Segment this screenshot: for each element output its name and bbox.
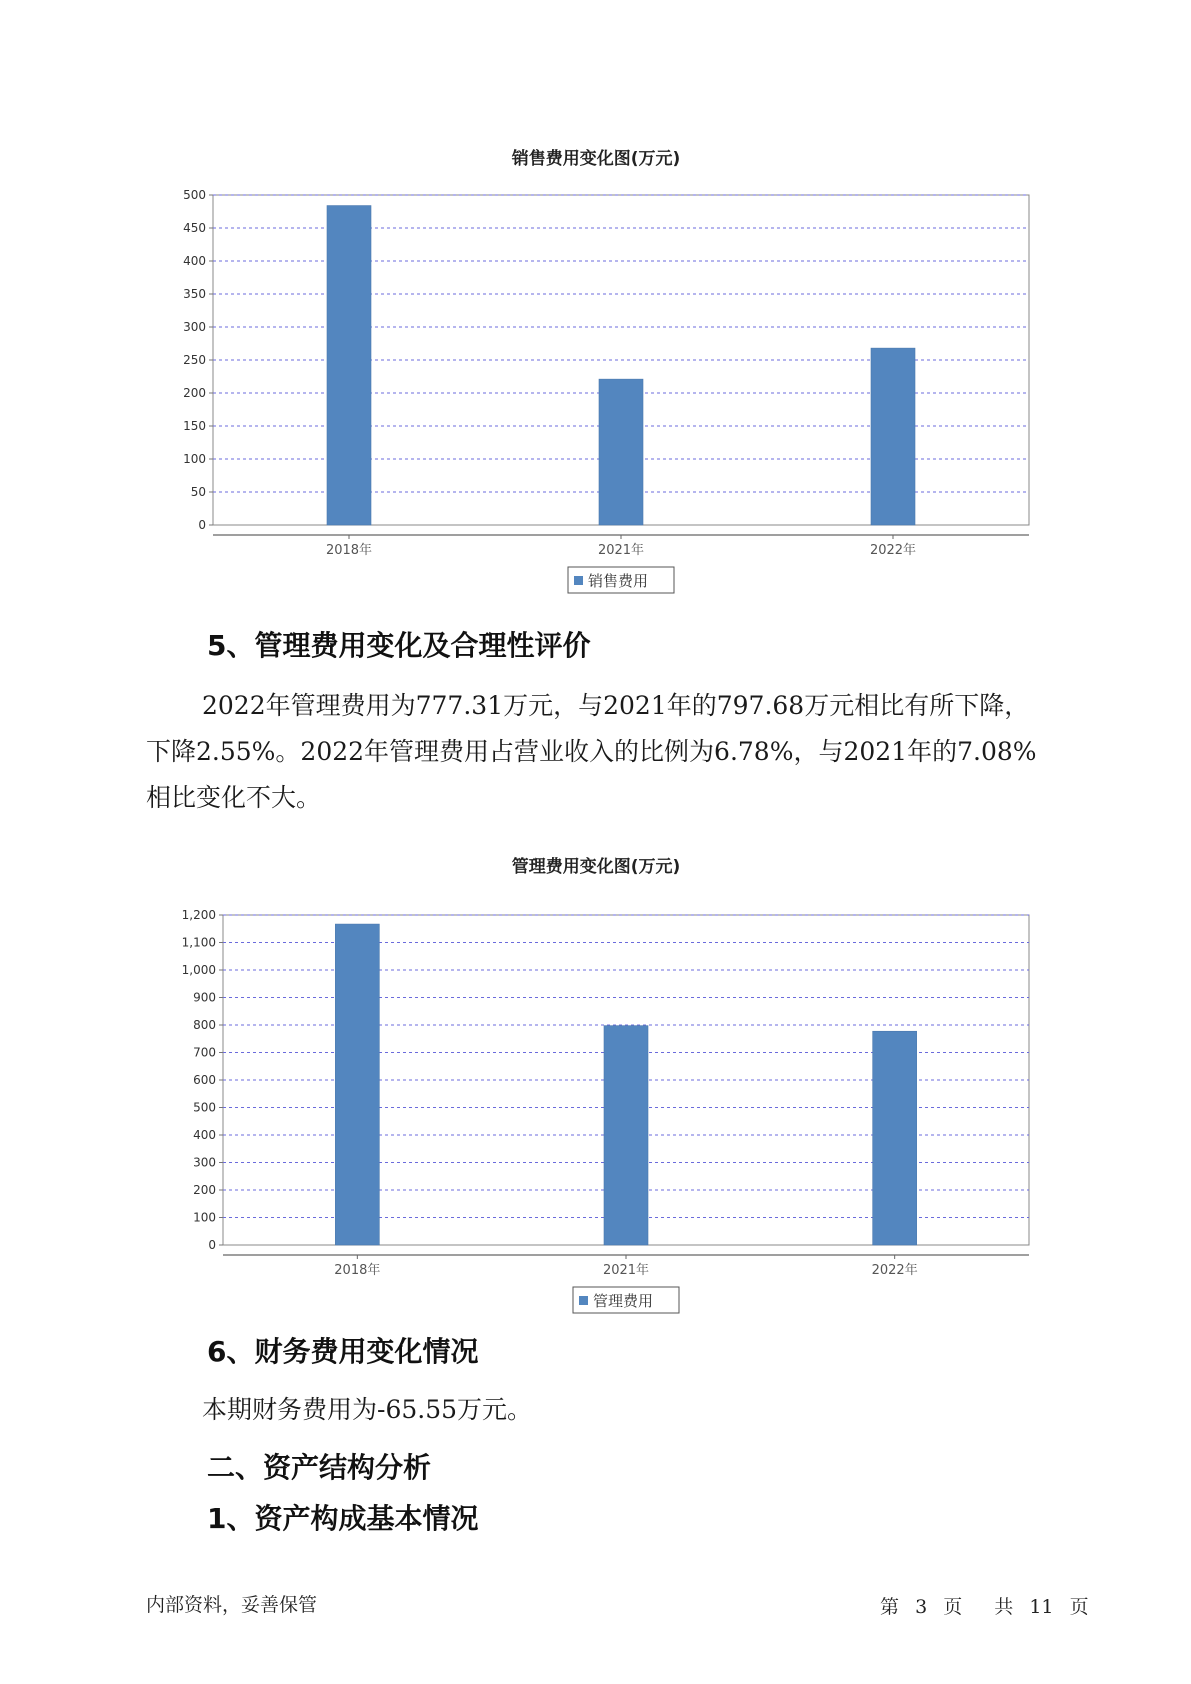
total-label-pre: 共 — [994, 1596, 1014, 1618]
admin-expense-chart — [0, 880, 1191, 1310]
y-tick-label: 900 — [193, 990, 216, 1005]
y-tick-label: 150 — [183, 419, 206, 433]
y-tick-label: 500 — [193, 1100, 216, 1115]
page-label-pre: 第 — [880, 1596, 900, 1618]
y-tick-label: 200 — [193, 1183, 216, 1197]
legend-label: 销售费用 — [588, 572, 649, 590]
bar — [599, 379, 643, 525]
x-tick-label: 2018年 — [334, 1263, 381, 1278]
y-tick-label: 1,200 — [181, 908, 216, 922]
footer-page-number — [880, 1592, 1089, 1619]
page-label-mid: 页 — [943, 1596, 963, 1618]
chart-title-sales-expense: 销售费用变化图(万元) — [511, 149, 681, 169]
section-6-heading: 6、财务费用变化情况 — [207, 1335, 479, 1368]
section-asset-structure-heading: 二、资产结构分析 — [207, 1451, 432, 1484]
y-tick-label: 50 — [190, 485, 206, 499]
bar — [873, 1031, 917, 1245]
bar — [335, 924, 379, 1245]
y-tick-label: 250 — [183, 353, 206, 367]
y-tick-label: 400 — [183, 254, 206, 268]
y-tick-label: 1,100 — [181, 935, 216, 950]
paragraph-line: 2022年管理费用为777.31万元，与2021年的797.68万元相比有所下降， — [202, 691, 1030, 720]
paragraph-line: 相比变化不大。 — [146, 783, 322, 812]
total-pages: 11 — [1029, 1596, 1054, 1618]
x-tick-label: 2022年 — [871, 1263, 918, 1278]
sales-expense-chart — [0, 170, 1191, 590]
paragraph-line: 下降2.55%。2022年管理费用占营业收入的比例为6.78%，与2021年的7.08% — [146, 737, 1037, 766]
y-tick-label: 1,000 — [181, 963, 216, 977]
y-tick-label: 200 — [183, 386, 206, 400]
footer-confidential-note: 内部资料，妥善保管 — [146, 1594, 318, 1616]
y-tick-label: 400 — [193, 1128, 216, 1142]
section-5-heading: 5、管理费用变化及合理性评价 — [207, 629, 591, 662]
page-number: 3 — [915, 1596, 928, 1618]
section-asset-composition-heading: 1、资产构成基本情况 — [207, 1502, 479, 1535]
y-tick-label: 0 — [208, 1238, 216, 1252]
legend-label: 管理费用 — [593, 1292, 654, 1310]
y-tick-label: 300 — [183, 320, 206, 334]
bar — [604, 1026, 648, 1245]
x-tick-label: 2018年 — [325, 543, 373, 558]
y-tick-label: 0 — [198, 518, 206, 532]
y-tick-label: 700 — [193, 1045, 216, 1060]
y-tick-label: 300 — [193, 1155, 216, 1170]
x-tick-label: 2021年 — [602, 1263, 650, 1278]
x-tick-label: 2021年 — [597, 543, 645, 558]
section-6-paragraph — [146, 1387, 1051, 1433]
y-tick-label: 450 — [183, 221, 206, 235]
y-tick-label: 600 — [193, 1073, 216, 1087]
y-tick-label: 500 — [183, 188, 206, 202]
legend-swatch — [574, 576, 583, 585]
y-tick-label: 100 — [183, 452, 206, 466]
section-5-paragraph — [146, 683, 1051, 821]
paragraph-line: 本期财务费用为-65.55万元。 — [202, 1395, 533, 1424]
chart-title-admin-expense: 管理费用变化图(万元) — [511, 857, 681, 877]
total-label-post: 页 — [1069, 1596, 1089, 1618]
y-tick-label: 800 — [193, 1018, 216, 1032]
y-tick-label: 350 — [183, 287, 206, 301]
y-tick-label: 100 — [193, 1210, 216, 1225]
x-tick-label: 2022年 — [869, 543, 917, 558]
bar — [327, 206, 371, 525]
legend-swatch — [579, 1296, 588, 1305]
bar — [871, 348, 915, 525]
